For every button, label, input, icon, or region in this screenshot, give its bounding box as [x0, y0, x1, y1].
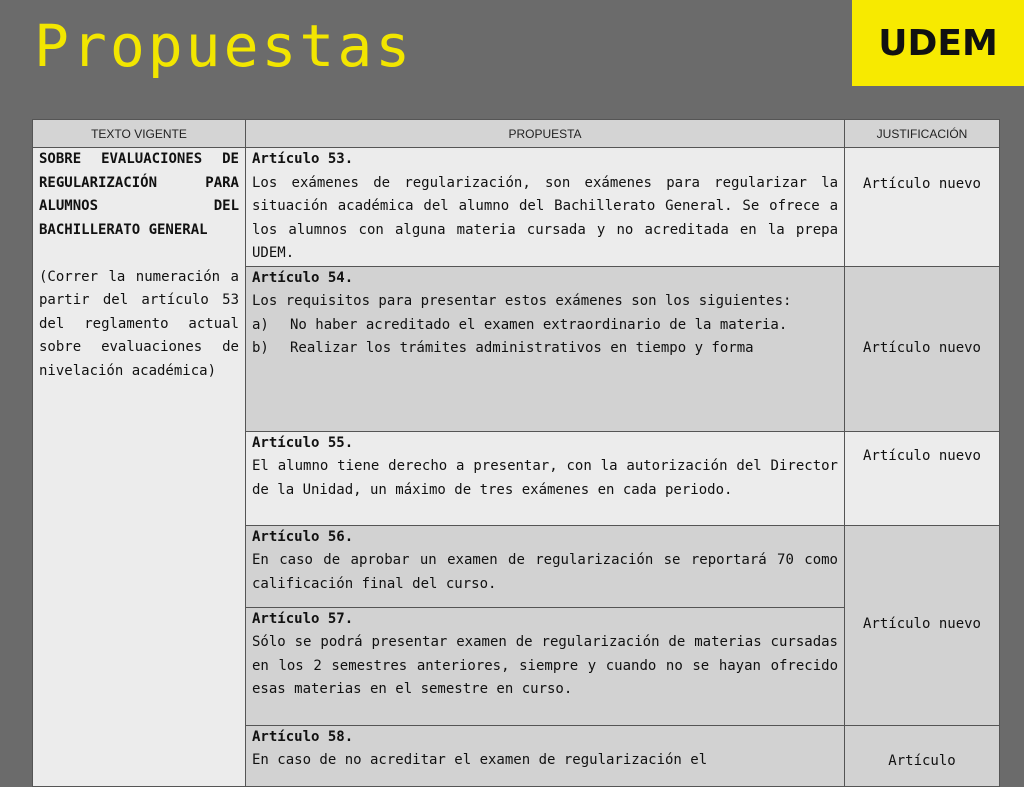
table-row [33, 148, 1000, 267]
article-56-text: En caso de aprobar un examen de regularización se reportará 70 como calificación final del curso. [252, 552, 838, 592]
article-54-list [252, 314, 838, 361]
header-justificacion: JUSTIFICACIÓN [845, 120, 1000, 148]
article-53-cell [246, 148, 845, 267]
article-54-cell [246, 266, 845, 431]
table-header-row [33, 120, 1000, 148]
udem-logo [852, 0, 1024, 86]
vigente-heading: SOBRE EVALUACIONES DE REGULARIZACIÓN PARA ALUMNOS DEL BACHILLERATO GENERAL [39, 151, 239, 238]
article-54-title: Artículo 54. [252, 269, 354, 286]
article-54-text: Los requisitos para presentar estos exámenes son los siguientes: [252, 293, 792, 309]
article-55-cell [246, 431, 845, 525]
list-item-text: No haber acreditado el examen extraordinario de la materia. [290, 316, 788, 333]
list-item-marker: b) [252, 340, 269, 356]
header-texto-vigente: TEXTO VIGENTE [33, 120, 246, 148]
article-57-title: Artículo 57. [252, 610, 354, 627]
page-title: Propuestas [34, 12, 414, 80]
article-56-title: Artículo 56. [252, 528, 354, 545]
article-53-title: Artículo 53. [252, 151, 354, 167]
article-57-cell [246, 607, 845, 725]
vigente-note: (Correr la numeración a partir del artículo 53 del reglamento actual sobre evaluaciones de nivelación académica) [39, 268, 239, 379]
justification-54: Artículo nuevo [845, 266, 1000, 431]
justification-53: Artículo nuevo [845, 148, 1000, 267]
article-57-text: Sólo se podrá presentar examen de regularización de materias cursadas en los 2 semestres anteriores, siempre y cuando no se hayan ofrecido esas materias en el semestre en curso. [252, 634, 838, 697]
article-56-cell [246, 525, 845, 607]
justification-58: Artículo [845, 725, 1000, 786]
article-53-text: Los exámenes de regularización, son exámenes para regularizar la situación académica del alumno del Bachillerato General. Se ofrece a los alumnos con alguna materia cursada y no acreditada en la prepa UDEM. [252, 174, 838, 261]
article-58-cell [246, 725, 845, 786]
article-58-text: En caso de no acreditar el examen de regularización el [252, 752, 708, 768]
proposals-table [32, 119, 1000, 787]
justification-56-57: Artículo nuevo [845, 525, 1000, 725]
list-item-text: Realizar los trámites administrativos en tiempo y forma [290, 340, 754, 356]
brand-label: UDEM [878, 22, 998, 64]
article-55-text: El alumno tiene derecho a presentar, con la autorización del Director de la Unidad, un máximo de tres exámenes en cada periodo. [252, 458, 838, 498]
article-58-title: Artículo 58. [252, 728, 354, 745]
list-item [252, 314, 838, 338]
justification-55: Artículo nuevo [845, 431, 1000, 525]
list-item-marker: a) [252, 316, 269, 333]
article-55-title: Artículo 55. [252, 434, 354, 451]
header-propuesta: PROPUESTA [246, 120, 845, 148]
list-item [252, 337, 838, 361]
texto-vigente-cell [33, 148, 246, 787]
